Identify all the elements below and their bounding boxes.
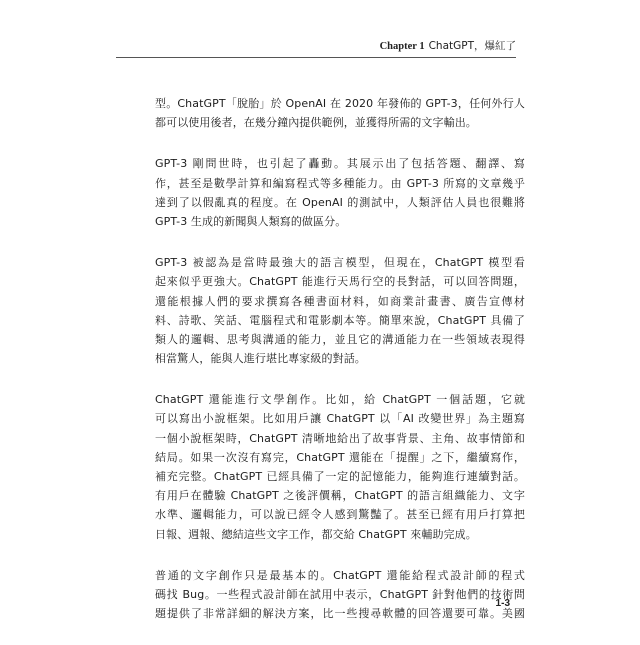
chapter-title: ChatGPT，爆紅了 [428, 40, 516, 52]
paragraph [155, 94, 525, 132]
text-line: 普通的文字創作只是最基本的。ChatGPT 還能給程式設計師的程式 [155, 568, 525, 582]
text-line: 有用戶在體驗 ChatGPT 之後評價稱，ChatGPT 的語言組織能力、文字 [155, 489, 525, 503]
text-line: 可以寫出小說框架。比如用戶讓 ChatGPT 以「AI 改變世界」為主題寫 [155, 412, 525, 426]
text-line: 水準、邏輯能力，可以說已經令人感到驚豔了。甚至已經有用戶打算把 [155, 508, 525, 522]
header-rule [116, 57, 516, 58]
paragraph [155, 390, 525, 544]
text-line: 料、詩歌、笑話、電腦程式和電影劇本等。簡單來說，ChatGPT 具備了 [155, 313, 525, 327]
text-line: 日報、週報、總結這些文字工作，都交給 ChatGPT 來輔助完成。 [155, 527, 477, 541]
text-line: GPT-3 剛問世時，也引起了轟動。其展示出了包括答題、翻譯、寫 [155, 157, 525, 171]
text-line: 一個小說框架時，ChatGPT 清晰地給出了故事背景、主角、故事情節和 [155, 431, 525, 445]
text-line: ChatGPT 還能進行文學創作。比如，給 ChatGPT 一個話題，它就 [155, 393, 525, 407]
text-line: GPT-3 生成的新聞與人類寫的做區分。 [155, 214, 347, 228]
text-line: 起來似乎更強大。ChatGPT 能進行天馬行空的長對話，可以回答問題， [155, 275, 525, 289]
text-line: 補充完整。ChatGPT 已經具備了一定的記憶能力，能夠進行連續對話。 [155, 470, 525, 483]
paragraph [155, 154, 525, 231]
text-line: 還能根據人們的要求撰寫各種書面材料，如商業計畫書、廣告宣傳材 [155, 294, 525, 308]
text-line: 都可以使用後者，在幾分鐘內提供範例，並獲得所需的文字輸出。 [155, 116, 477, 130]
text-line: 達到了以假亂真的程度。在 OpenAI 的測試中，人類評估人員也很難將 [155, 195, 525, 209]
page-number: 1-3 [495, 598, 510, 609]
text-line: GPT-3 被認為是當時最強大的語言模型，但現在，ChatGPT 模型看 [155, 256, 525, 270]
text-line: 碼找 Bug。一些程式設計師在試用中表示，ChatGPT 針對他們的技術問 [155, 587, 525, 601]
text-line: 作，甚至是數學計算和編寫程式等多種能力。由 GPT-3 所寫的文章幾乎 [155, 176, 525, 190]
paragraph [155, 566, 525, 624]
text-line: 類人的邏輯、思考與溝通的能力，並且它的溝通能力在一些領域表現得 [155, 332, 525, 346]
text-line: 相當驚人，能與人進行堪比專家級的對話。 [155, 352, 366, 366]
text-line: 題提供了非常詳細的解決方案，比一些搜尋軟體的回答還要可靠。美國 [155, 607, 525, 621]
paragraph [155, 253, 525, 368]
chapter-label: Chapter 1 [379, 41, 425, 52]
text-line: 結局。如果一次沒有寫完，ChatGPT 還能在「提醒」之下，繼續寫作， [155, 450, 525, 464]
text-line: 型。ChatGPT「脫胎」於 OpenAI 在 2020 年發佈的 GPT-3，任何外行人 [155, 97, 525, 110]
page-body [155, 94, 525, 645]
running-header [380, 38, 516, 53]
